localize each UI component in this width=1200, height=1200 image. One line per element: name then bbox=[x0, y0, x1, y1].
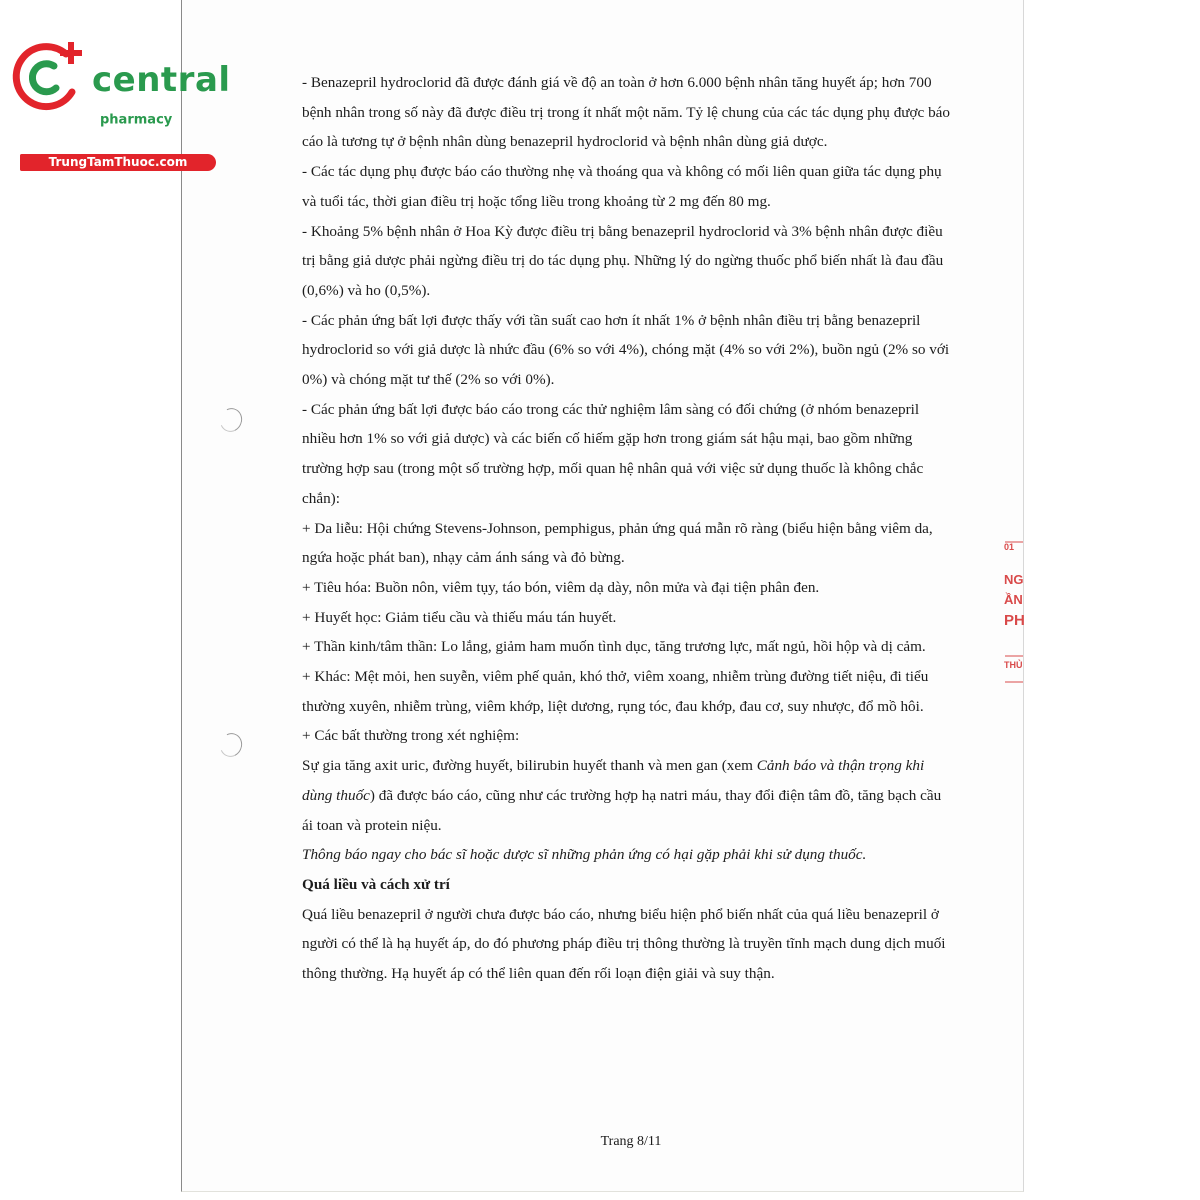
brand-logo[interactable] bbox=[8, 36, 231, 169]
paragraph: - Các phản ứng bất lợi được thấy với tần suất cao hơn ít nhất 1% ở bệnh nhân điều trị bằng benazepril hydroclorid so với giả dược là nhức đầu (6% so với 4%), chóng mặt (4% so với 2%), buồn ngủ (2% so với 0%) và chóng mặt tư thế (2% so với 0%). bbox=[302, 311, 950, 389]
paragraph: + Thần kinh/tâm thần: Lo lắng, giảm ham muốn tình dục, tăng trương lực, mất ngủ, hồi hộp và dị cảm. bbox=[302, 638, 926, 656]
paragraph: + Khác: Mệt mỏi, hen suyễn, viêm phế quản, khó thở, viêm xoang, nhiễm trùng đường tiết niệu, đi tiểu thường xuyên, nhiễm trùng, viêm khớp, liệt dương, rụng tóc, đau khớp, đau cơ, suy nhược, đổ mồ hôi. bbox=[302, 668, 929, 715]
page-number: Trang 8/11 bbox=[600, 1134, 662, 1149]
lab-text: ) đã được báo cáo, cũng như các trường hợp hạ natri máu, thay đổi điện tâm đồ, tăng bạch cầu ái toan và protein niệu. bbox=[302, 786, 942, 834]
paragraph: - Benazepril hydroclorid đã được đánh giá về độ an toàn ở hơn 6.000 bệnh nhân tăng huyết áp; hơn 700 bệnh nhân trong số này đã được điều trị trong ít nhất một năm. Tỷ lệ chung của các tác dụng phụ được báo cáo là tương tự ở bệnh nhân dùng benazepril hydroclorid và bệnh nhân dùng giả dược. bbox=[302, 74, 951, 151]
paragraph: + Da liễu: Hội chứng Stevens-Johnson, pemphigus, phản ứng quá mẫn rõ ràng (biểu hiện bằng viêm da, ngứa hoặc phát ban), nhạy cảm ánh sáng và đỏ bừng. bbox=[302, 519, 933, 567]
brand-website[interactable]: TrungTamThuoc.com bbox=[20, 154, 216, 171]
brand-name: central bbox=[92, 60, 231, 100]
stamp-text: THỦ bbox=[1004, 660, 1023, 670]
notice-text: Thông báo ngay cho bác sĩ hoặc dược sĩ những phản ứng có hại gặp phải khi sử dụng thuốc. bbox=[302, 846, 867, 864]
paragraph: - Khoảng 5% bệnh nhân ở Hoa Kỳ được điều trị bằng benazepril hydroclorid và 3% bệnh nhân được điều trị bằng giả dược phải ngừng điều trị do tác dụng phụ. Những lý do ngừng thuốc phổ biến nhất là đau đầu (0,6%) và ho (0,5%). bbox=[302, 222, 944, 299]
paragraph: + Huyết học: Giảm tiểu cầu và thiếu máu tán huyết. bbox=[302, 608, 617, 626]
section-heading: Quá liều và cách xử trí bbox=[302, 875, 450, 893]
paragraph: - Các tác dụng phụ được báo cáo thường nhẹ và thoáng qua và không có mối liên quan giữa tác dụng phụ và tuổi tác, thời gian điều trị hoặc tổng liều trong khoảng từ 2 mg đến 80 mg. bbox=[302, 163, 942, 210]
paragraph: - Các phản ứng bất lợi được báo cáo trong các thử nghiệm lâm sàng có đối chứng (ở nhóm benazepril nhiều hơn 1% so với giả dược) và các biến cố hiếm gặp hơn trong giám sát hậu mại, bao gồm những trường hợp sau (trong một số trường hợp, mối quan hệ nhân quả với việc sử dụng thuốc là không chắc chắn): bbox=[302, 400, 924, 507]
cross-reference: Cảnh báo và thận trọng khi dùng thuốc bbox=[302, 757, 925, 804]
paragraph: + Tiêu hóa: Buồn nôn, viêm tụy, táo bón, viêm dạ dày, nôn mửa và đại tiện phân đen. bbox=[302, 578, 820, 596]
stamp-text: 01 bbox=[1004, 542, 1015, 552]
paragraph: + Các bất thường trong xét nghiệm: bbox=[302, 727, 520, 745]
stamp-text: NG bbox=[1004, 572, 1024, 587]
stamp-text: PH bbox=[1004, 612, 1025, 629]
lab-paragraph bbox=[302, 751, 950, 840]
pharmacy-logo-icon bbox=[8, 36, 98, 116]
lab-text: Sự gia tăng axit uric, đường huyết, bilirubin huyết thanh và men gan (xem bbox=[302, 757, 757, 775]
document-body bbox=[302, 68, 950, 989]
paragraph: Quá liều benazepril ở người chưa được báo cáo, nhưng biểu hiện phổ biến nhất của quá liều benazepril ở người có thể là hạ huyết áp, do đó phương pháp điều trị thông thường là truyền tĩnh mạch dung dịch muối thông thường. Hạ huyết áp có thể liên quan đến rối loạn điện giải và suy thận. bbox=[302, 905, 946, 983]
brand-subtitle: pharmacy bbox=[100, 112, 173, 128]
stamp-border bbox=[1003, 526, 1023, 686]
stamp-text: ẦN bbox=[1004, 592, 1023, 607]
